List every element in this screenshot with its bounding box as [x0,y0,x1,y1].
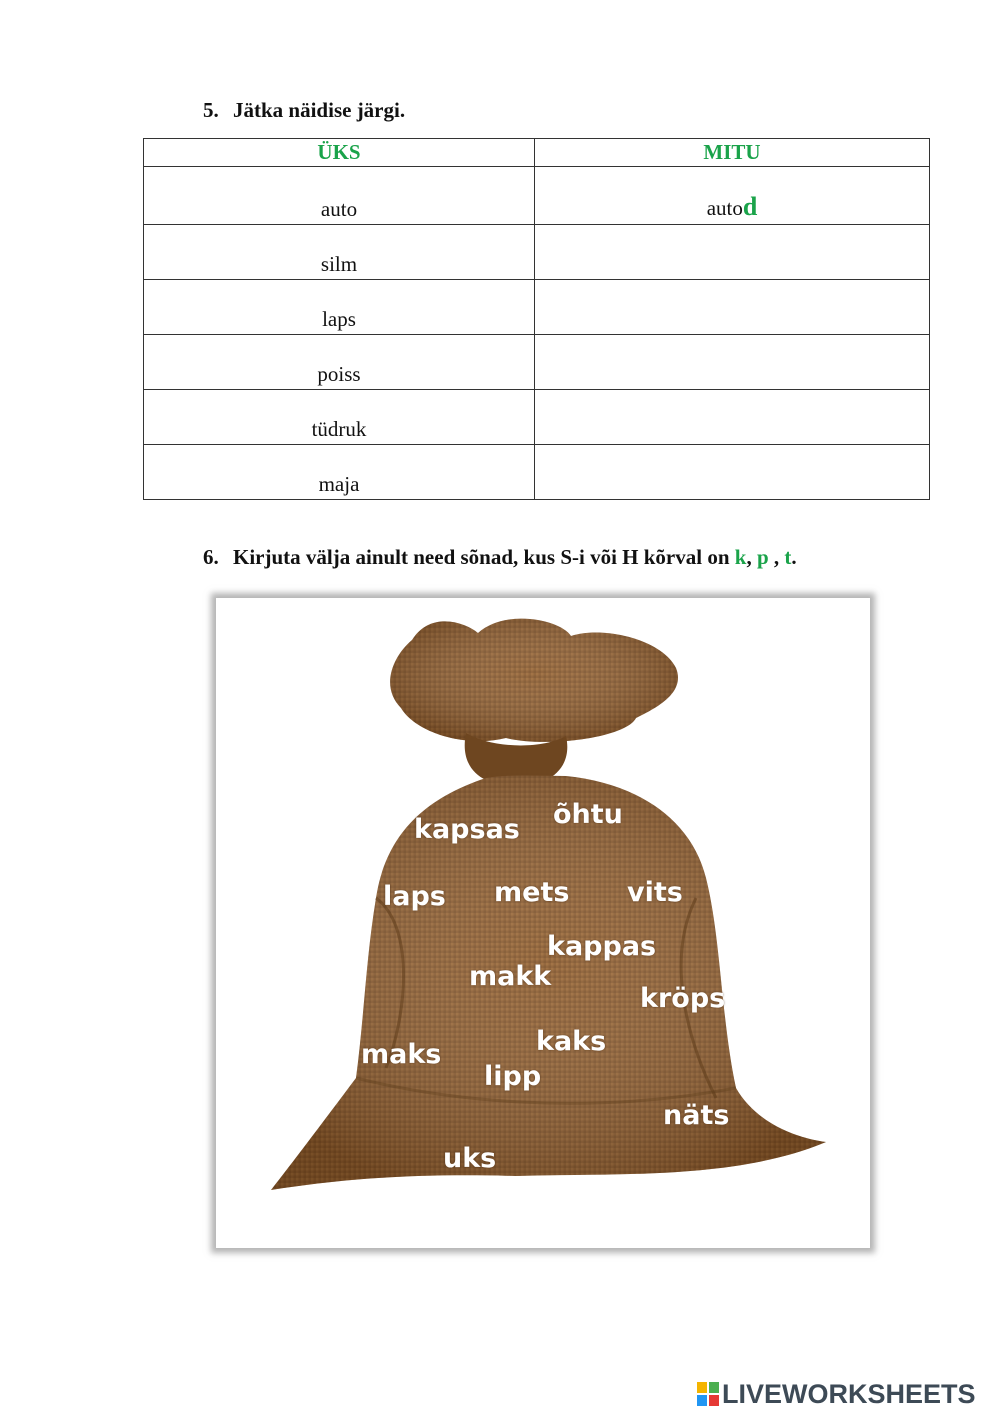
task5-title: Jätka näidise järgi. [233,98,406,122]
sack-word: kaks [536,1026,607,1057]
word-cell [144,225,535,280]
table-row [144,167,930,225]
table-row [144,445,930,500]
letter-t: t [784,545,792,569]
example-answer-cell [535,167,930,225]
answer-input-cell[interactable] [535,280,930,335]
brand-name: LIVEWORKSHEETS [722,1378,976,1409]
word-label: auto [320,197,358,221]
word-label: silm [320,252,358,276]
answer-input-cell[interactable] [535,335,930,390]
table-row [144,390,930,445]
singular-plural-table [143,138,930,500]
header-many: MITU [535,139,930,167]
sack-word: makk [469,961,552,992]
sack-word: maks [361,1039,442,1070]
sack-word: õhtu [553,799,623,830]
sack-word: uks [443,1143,497,1174]
task6-heading [203,545,797,570]
header-one: ÜKS [144,139,535,167]
word-cell [144,280,535,335]
example-stem: auto [706,196,743,220]
word-cell [144,167,535,225]
letter-p: p [756,545,769,569]
sack-word: kapsas [414,814,520,845]
task6-title: Kirjuta välja ainult need sõnad, kus S-i või H kõrval on [233,545,735,569]
sack-word: kröps [640,983,726,1014]
table-row [144,335,930,390]
answer-input-cell[interactable] [535,225,930,280]
word-label: poiss [317,362,361,386]
sack-word: laps [383,881,446,912]
table-row [144,280,930,335]
separator: , [768,545,785,569]
word-label: maja [318,472,360,496]
sack-word: näts [663,1100,730,1131]
sack-word: lipp [484,1061,542,1092]
answer-input-cell[interactable] [535,390,930,445]
burlap-sack-illustration [216,598,870,1248]
word-cell [144,335,535,390]
sack-word: vits [627,877,683,908]
answer-input-cell[interactable] [535,445,930,500]
sack-word: mets [494,877,570,908]
period: . [791,545,797,569]
liveworksheets-icon [697,1382,719,1406]
sack-picture-frame [216,598,870,1248]
task5-number: 5. [203,98,219,122]
word-cell [144,445,535,500]
table-row [144,225,930,280]
sack-word: kappas [547,931,657,962]
letter-k: k [734,545,747,569]
task5-heading [203,98,405,123]
task6-number: 6. [203,545,219,569]
separator: , [746,545,757,569]
word-cell [144,390,535,445]
word-label: tüdruk [311,417,367,441]
word-label: laps [322,307,356,331]
example-suffix: d [742,192,758,221]
liveworksheets-logo [697,1378,976,1410]
